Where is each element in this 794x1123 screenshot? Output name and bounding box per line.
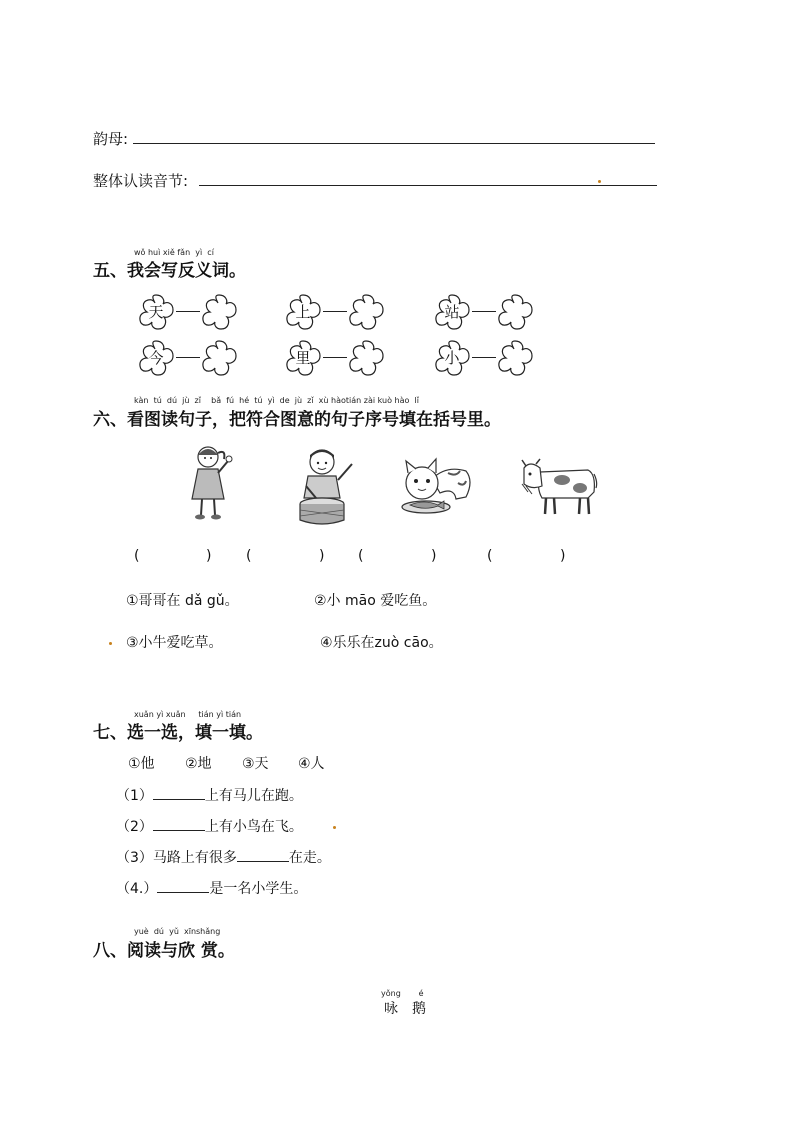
antonym-word: 上 — [295, 303, 311, 321]
flower-box — [432, 338, 472, 378]
answer-paren-close: ) — [560, 548, 566, 564]
answer-paren-close: ) — [206, 548, 212, 564]
dash — [472, 311, 496, 312]
answer-slot-3[interactable] — [370, 546, 426, 566]
answer-paren-open: ( — [358, 548, 364, 564]
antonym-word: 小 — [444, 349, 460, 367]
flower-answer-box[interactable] — [346, 338, 386, 378]
flower-box — [136, 338, 176, 378]
flower-box — [432, 292, 472, 332]
cow-picture — [518, 458, 598, 518]
flower-box — [283, 338, 323, 378]
fill-blank[interactable] — [157, 878, 209, 893]
sentence-1: ①哥哥在 dǎ gǔ。 — [126, 593, 239, 609]
ink-dot — [333, 826, 336, 829]
dash — [323, 357, 347, 358]
fill-item-2: （2） 上有小鸟在飞。 — [116, 816, 303, 836]
fill-blank[interactable] — [153, 785, 205, 800]
flower-answer-box[interactable] — [495, 338, 535, 378]
answer-slot-4[interactable] — [499, 546, 555, 566]
fill-item-1: （1） 上有马儿在跑。 — [116, 785, 303, 805]
answer-paren-open: ( — [487, 548, 493, 564]
answer-paren-open: ( — [246, 548, 252, 564]
zhengti-label: 整体认读音节: — [93, 172, 189, 190]
yunmu-label: 韵母: — [93, 130, 129, 148]
dash — [323, 311, 347, 312]
sentence-4: ④乐乐在zuò cāo。 — [320, 635, 443, 651]
zhengti-answer-line[interactable] — [199, 185, 657, 186]
answer-slot-2[interactable] — [258, 546, 314, 566]
boy-drum-picture — [294, 446, 358, 528]
fill-item-3: （3）马路上有很多 在走。 — [116, 847, 331, 867]
antonym-word: 天 — [148, 303, 164, 321]
fill-item-4: （4.） 是一名小学生。 — [116, 878, 307, 898]
poem-title-pinyin: yǒng é — [381, 989, 424, 998]
answer-paren-open: ( — [134, 548, 140, 564]
choice-2: ②地 — [185, 756, 212, 772]
dash — [176, 357, 200, 358]
answer-paren-close: ) — [431, 548, 437, 564]
dash — [472, 357, 496, 358]
section8-pinyin: yuè dú yǔ xīnshǎng — [134, 927, 221, 936]
girl-picture — [186, 443, 234, 521]
antonym-word: 今 — [148, 349, 164, 367]
flower-answer-box[interactable] — [199, 292, 239, 332]
cat-fish-picture — [396, 457, 474, 519]
section7-title: 七、选一选，填一填。 — [93, 723, 263, 743]
section5-title: 五、我会写反义词。 — [93, 261, 246, 281]
section5-pinyin: wǒ huì xiě fǎn yì cí — [134, 248, 214, 257]
flower-answer-box[interactable] — [199, 338, 239, 378]
ink-dot — [109, 642, 112, 645]
fill-blank[interactable] — [237, 847, 289, 862]
antonym-word: 里 — [295, 349, 311, 367]
flower-answer-box[interactable] — [346, 292, 386, 332]
answer-slot-1[interactable] — [146, 546, 202, 566]
yunmu-answer-line[interactable] — [133, 143, 655, 144]
section7-pinyin: xuǎn yì xuǎn tián yì tián — [134, 710, 242, 719]
section6-pinyin: kàn tú dú jù zǐ bǎ fú hé tú yì de jù zǐ xù hàotián zài kuò hào lǐ — [134, 396, 419, 405]
poem-title: 咏 鹅 — [384, 1001, 426, 1017]
choice-3: ③天 — [242, 756, 269, 772]
section6-title: 六、看图读句子，把符合图意的句子序号填在括号里。 — [93, 410, 501, 430]
antonym-word: 站 — [444, 303, 460, 321]
choice-1: ①他 — [128, 756, 155, 772]
fill-blank[interactable] — [153, 816, 205, 831]
sentence-2: ②小 māo 爱吃鱼。 — [314, 593, 437, 609]
ink-dot — [598, 180, 601, 183]
dash — [176, 311, 200, 312]
flower-box — [283, 292, 323, 332]
answer-paren-close: ) — [319, 548, 325, 564]
choice-4: ④人 — [298, 756, 325, 772]
sentence-3: ③小牛爱吃草。 — [126, 635, 223, 651]
flower-answer-box[interactable] — [495, 292, 535, 332]
flower-box — [136, 292, 176, 332]
section8-title: 八、阅读与欣 赏。 — [93, 941, 235, 961]
